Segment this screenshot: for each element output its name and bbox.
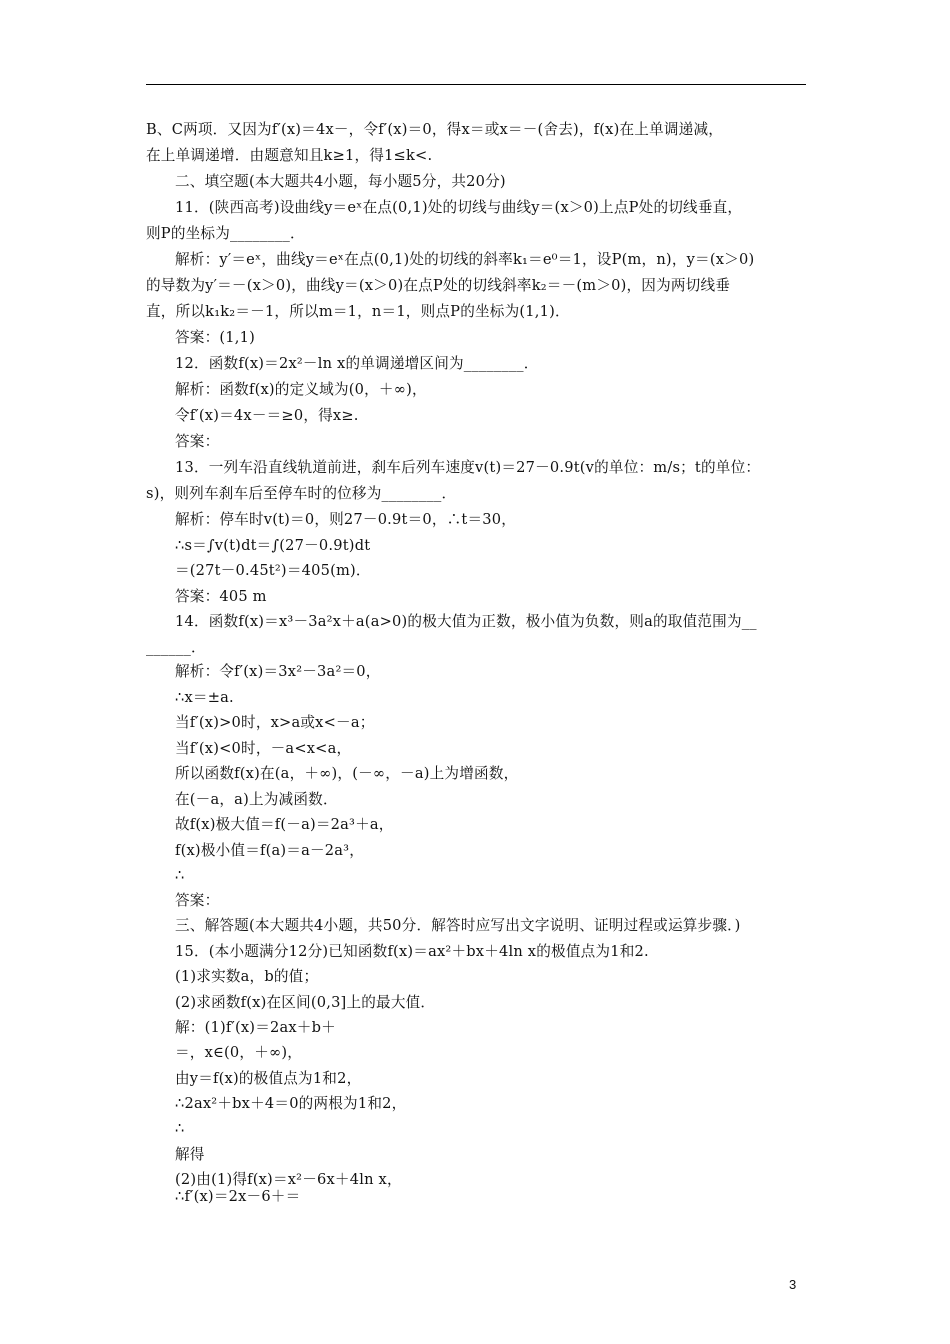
text-line: 直，所以k₁k₂＝－1，所以m＝1，n＝1，则点P的坐标为(1,1)． xyxy=(146,303,570,320)
text-line: 三、解答题(本大题共4小题，共50分．解答时应写出文字说明、证明过程或运算步骤．) xyxy=(175,917,741,934)
text-line: 13．一列车沿直线轨道前进，刹车后列车速度v(t)＝27－0.9t(v的单位：m/s；t的单位： xyxy=(175,459,761,476)
text-line: 故f(x)极大值＝f(－a)＝2a³＋a， xyxy=(175,816,394,833)
text-line: 解得 xyxy=(175,1146,205,1163)
text-line: 答案：(1,1) xyxy=(175,329,255,346)
text-line: ∴ xyxy=(175,867,185,884)
text-line: 答案： xyxy=(175,892,220,909)
text-line: (2)由(1)得f(x)＝x²－6x＋4ln x， xyxy=(175,1171,402,1188)
text-line: 在(－a，a)上为减函数． xyxy=(175,791,338,808)
text-line: f(x)极小值＝f(a)＝a－2a³， xyxy=(175,842,365,859)
text-line: 解析：y′＝eˣ，曲线y＝eˣ在点(0,1)处的切线的斜率k₁＝e⁰＝1，设P(m，n)，y＝(x＞0) xyxy=(175,251,755,268)
text-line: 所以函数f(x)在(a，＋∞)，(－∞，－a)上为增函数， xyxy=(175,765,519,782)
text-line: ∴f′(x)＝2x－6＋＝ xyxy=(175,1187,301,1205)
text-line: 14．函数f(x)＝x³－3a²x＋a(a>0)的极大值为正数，极小值为负数，则a的取值范围为__ xyxy=(175,613,757,630)
text-line: 的导数为y′＝－(x＞0)，曲线y＝(x＞0)在点P处的切线斜率k₂＝－(m＞0)，因为两切线垂 xyxy=(146,277,731,294)
text-line: 12．函数f(x)＝2x²－ln x的单调递增区间为________． xyxy=(175,355,539,372)
text-line: 则P的坐标为________． xyxy=(146,225,305,242)
text-line: 11．(陕西高考)设曲线y＝eˣ在点(0,1)处的切线与曲线y＝(x＞0)上点P处的切线垂直， xyxy=(175,199,743,216)
text-line: 解析：函数f(x)的定义域为(0，＋∞)， xyxy=(175,381,427,398)
text-line: 当f′(x)<0时，－a<x<a， xyxy=(175,740,352,757)
text-line: (1)求实数a，b的值； xyxy=(175,968,319,985)
text-line: s)，则列车刹车后至停车时的位移为________． xyxy=(146,485,457,502)
text-line: ∴x＝±a. xyxy=(175,689,234,706)
header-rule xyxy=(146,84,806,85)
text-line: 由y＝f(x)的极值点为1和2， xyxy=(175,1070,362,1087)
text-line: ＝(27t－0.45t²)＝405(m)． xyxy=(175,562,371,579)
text-line: 解析：令f′(x)＝3x²－3a²＝0， xyxy=(175,663,381,680)
text-line: ＝，x∈(0，＋∞)， xyxy=(175,1044,303,1061)
text-line: B、C两项．又因为f′(x)＝4x－，令f′(x)＝0，得x＝或x＝－(舍去)，f(x)在上单调递减， xyxy=(146,121,724,138)
text-line: 答案： xyxy=(175,433,220,450)
text-line: 解：(1)f′(x)＝2ax＋b＋ xyxy=(175,1019,336,1036)
text-line: 令f′(x)＝4x－＝≥0，得x≥. xyxy=(175,407,359,424)
text-line: 二、填空题(本大题共4小题，每小题5分，共20分) xyxy=(175,173,506,190)
text-line: ∴s＝∫v(t)dt＝∫(27－0.9t)dt xyxy=(175,537,371,554)
text-line: (2)求函数f(x)在区间(0,3]上的最大值． xyxy=(175,994,436,1011)
text-line: ∴ xyxy=(175,1120,185,1137)
text-line: 解析：停车时v(t)＝0，则27－0.9t＝0，∴t＝30， xyxy=(175,511,517,528)
text-line: ∴2ax²＋bx＋4＝0的两根为1和2， xyxy=(175,1095,407,1112)
text-line: ______． xyxy=(146,639,206,656)
text-line: 当f′(x)>0时，x>a或x<－a； xyxy=(175,714,375,731)
text-line: 答案：405 m xyxy=(175,588,267,605)
text-line: 在上单调递增．由题意知且k≥1，得1≤k<. xyxy=(146,147,433,164)
text-line: 15．(本小题满分12分)已知函数f(x)＝ax²＋bx＋4ln x的极值点为1和2. xyxy=(175,943,649,960)
page-number: 3 xyxy=(789,1277,797,1292)
